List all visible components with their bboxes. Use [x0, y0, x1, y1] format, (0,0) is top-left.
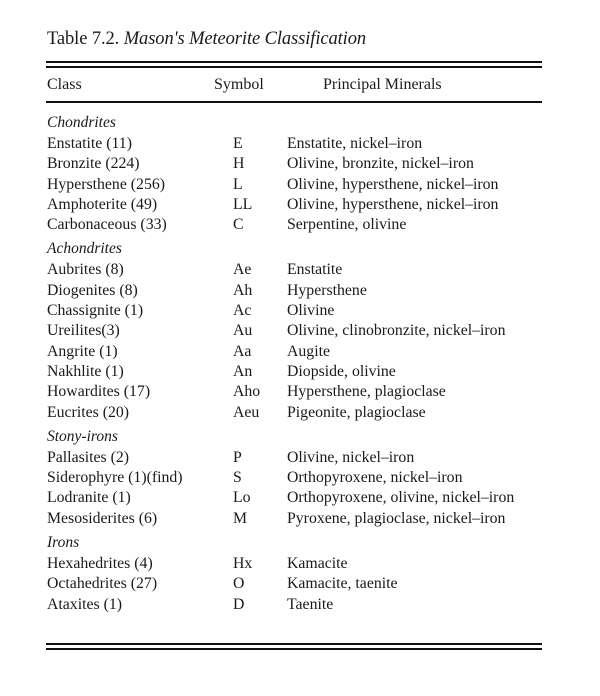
symbol-cell: Ac: [233, 302, 252, 320]
bottom-rule-outer: [46, 643, 542, 645]
table-row: [0, 281, 600, 301]
table-body: [0, 110, 600, 618]
minerals-cell: Olivine, hypersthene, nickel–iron: [287, 195, 499, 213]
symbol-cell: Aa: [233, 342, 252, 360]
symbol-cell: C: [233, 216, 244, 234]
table-row: [0, 488, 600, 508]
header-symbol: Symbol: [214, 76, 264, 93]
group-achondrites: [0, 238, 600, 422]
table-row: [0, 382, 600, 402]
table-title: Mason's Meteorite Classification: [123, 29, 367, 49]
class-cell: Amphoterite (49): [47, 195, 158, 213]
minerals-cell: Taenite: [287, 595, 334, 613]
top-rule-inner: [46, 66, 542, 68]
minerals-cell: Kamacite: [287, 555, 348, 573]
minerals-cell: Augite: [287, 342, 330, 360]
class-cell: Diogenites (8): [47, 281, 138, 299]
header-rule: [46, 101, 542, 103]
table-row: [0, 301, 600, 321]
header-principal-minerals: Principal Minerals: [323, 76, 442, 93]
table-row: [0, 509, 600, 529]
symbol-cell: Ae: [233, 261, 252, 279]
symbol-cell: An: [233, 362, 253, 380]
symbol-cell: Ah: [233, 281, 253, 299]
minerals-cell: Pigeonite, plagioclase: [287, 403, 426, 421]
class-cell: Siderophyre (1)(find): [47, 469, 183, 487]
minerals-cell: Olivine, hypersthene, nickel–iron: [287, 175, 499, 193]
table-row: [0, 175, 600, 195]
table-row: [0, 554, 600, 574]
table-row: [0, 260, 600, 280]
symbol-cell: S: [233, 469, 242, 487]
table-row: [0, 362, 600, 382]
class-cell: Mesosiderites (6): [47, 509, 158, 527]
table-row: [0, 195, 600, 215]
header-class: Class: [47, 76, 82, 93]
minerals-cell: Hypersthene: [287, 281, 367, 299]
class-cell: Nakhlite (1): [47, 362, 124, 380]
symbol-cell: Aeu: [233, 403, 260, 421]
class-cell: Hexahedrites (4): [47, 555, 153, 573]
table-row: [0, 595, 600, 615]
minerals-cell: Orthopyroxene, olivine, nickel–iron: [287, 489, 515, 507]
table-row: [0, 574, 600, 594]
minerals-cell: Serpentine, olivine: [287, 216, 407, 234]
class-cell: Hypersthene (256): [47, 175, 165, 193]
class-cell: Howardites (17): [47, 383, 151, 401]
group-title: Chondrites: [47, 114, 116, 131]
symbol-cell: O: [233, 575, 245, 593]
symbol-cell: LL: [233, 195, 253, 213]
symbol-cell: P: [233, 448, 242, 466]
symbol-cell: D: [233, 595, 245, 613]
minerals-cell: Orthopyroxene, nickel–iron: [287, 469, 463, 487]
symbol-cell: H: [233, 155, 245, 173]
class-cell: Carbonaceous (33): [47, 216, 167, 234]
symbol-cell: M: [233, 509, 248, 527]
symbol-cell: Aho: [233, 383, 261, 401]
top-rule-outer: [46, 61, 542, 63]
symbol-cell: Au: [233, 322, 253, 340]
minerals-cell: Enstatite, nickel–iron: [287, 135, 423, 152]
table-row: [0, 321, 600, 341]
class-cell: Eucrites (20): [47, 403, 130, 421]
minerals-cell: Enstatite: [287, 261, 343, 279]
symbol-cell: E: [233, 135, 243, 152]
symbol-cell: L: [233, 175, 243, 193]
class-cell: Enstatite (11): [47, 135, 132, 152]
table-row: [0, 468, 600, 488]
class-cell: Chassignite (1): [47, 302, 144, 320]
table-row: [0, 448, 600, 468]
minerals-cell: Pyroxene, plagioclase, nickel–iron: [287, 509, 506, 527]
class-cell: Octahedrites (27): [47, 575, 158, 593]
group-chondrites: [0, 112, 600, 235]
table-row: [0, 134, 600, 154]
group-title: Irons: [47, 534, 80, 552]
class-cell: Pallasites (2): [47, 448, 130, 466]
class-cell: Lodranite (1): [47, 489, 131, 507]
minerals-cell: Olivine, bronzite, nickel–iron: [287, 155, 474, 173]
table-row: [0, 215, 600, 235]
class-cell: Aubrites (8): [47, 261, 124, 279]
table-row: [0, 154, 600, 174]
group-stony-irons: [0, 426, 600, 529]
class-cell: Bronzite (224): [47, 155, 140, 173]
bottom-rule-inner: [46, 648, 542, 650]
minerals-cell: Kamacite, taenite: [287, 575, 398, 593]
minerals-cell: Olivine, nickel–iron: [287, 448, 415, 466]
minerals-cell: Diopside, olivine: [287, 362, 396, 380]
class-cell: Angrite (1): [47, 342, 118, 360]
group-title: Stony-irons: [47, 427, 118, 445]
group-title: Achondrites: [47, 240, 122, 258]
minerals-cell: Hypersthene, plagioclase: [287, 383, 446, 401]
table-row: [0, 342, 600, 362]
symbol-cell: Hx: [233, 555, 253, 573]
table-number: Table 7.2.: [47, 29, 120, 49]
table-caption: [47, 29, 366, 50]
minerals-cell: Olivine, clinobronzite, nickel–iron: [287, 322, 506, 340]
class-cell: Ataxites (1): [47, 595, 123, 613]
symbol-cell: Lo: [233, 489, 251, 507]
table-row: [0, 403, 600, 423]
group-irons: [0, 532, 600, 615]
class-cell: Ureilites(3): [47, 322, 120, 340]
minerals-cell: Olivine: [287, 302, 335, 320]
